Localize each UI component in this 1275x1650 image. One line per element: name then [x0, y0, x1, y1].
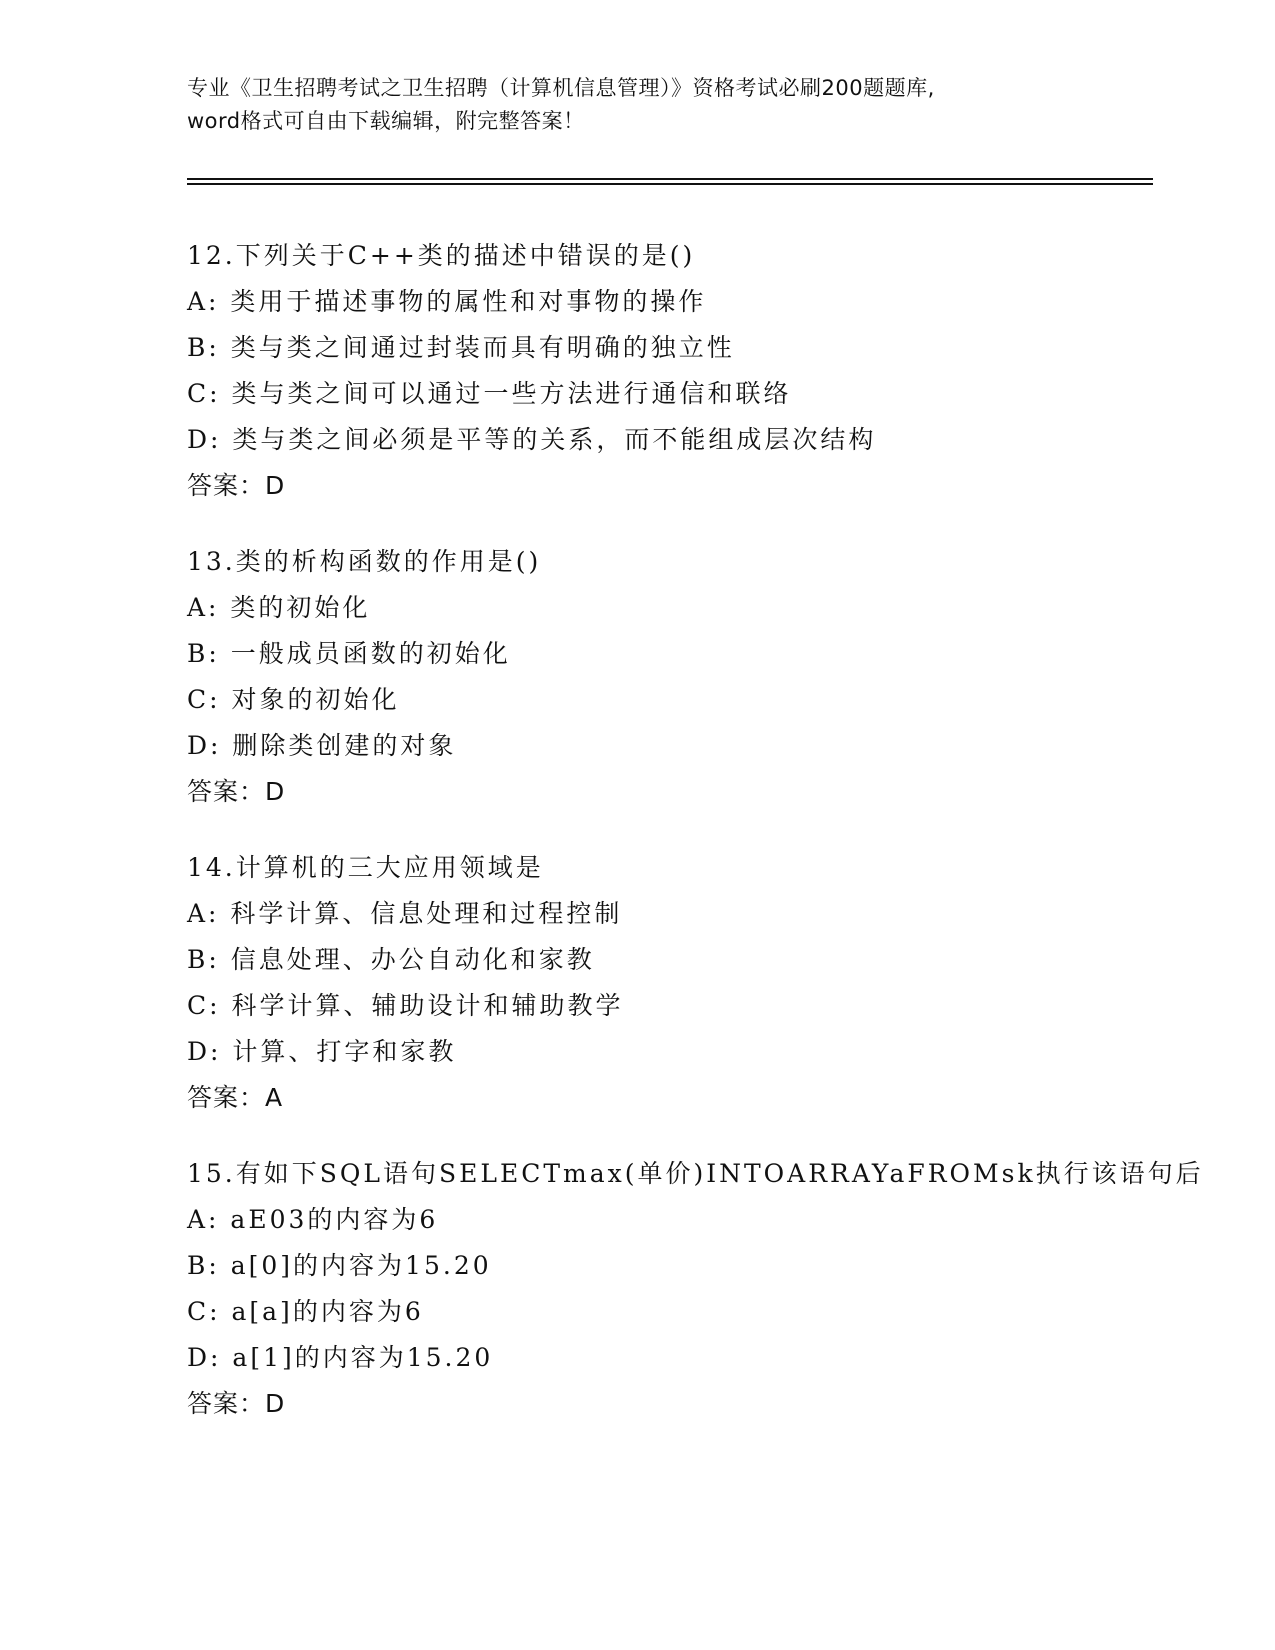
- option-c: C: a[a]的内容为6: [187, 1297, 424, 1326]
- option-b: B: a[0]的内容为15.20: [187, 1251, 492, 1280]
- answer-label: 答案：D: [187, 471, 286, 500]
- option-a: A: 类用于描述事物的属性和对事物的操作: [187, 287, 707, 316]
- option-d: D: 删除类创建的对象: [187, 731, 457, 760]
- option-d: D: 类与类之间必须是平等的关系，而不能组成层次结构: [187, 425, 877, 454]
- option-b: B: 信息处理、办公自动化和家教: [187, 945, 595, 974]
- header-divider-top: [187, 178, 1153, 180]
- header-line-2: word格式可自由下载编辑，附完整答案！: [187, 109, 585, 133]
- question-13: [187, 539, 1167, 815]
- answer-label: 答案：D: [187, 777, 286, 806]
- answer-label: 答案：A: [187, 1083, 284, 1112]
- question-stem: 13.类的析构函数的作用是(): [187, 547, 542, 576]
- option-d: D: 计算、打字和家教: [187, 1037, 457, 1066]
- question-list: [187, 233, 1204, 1457]
- question-12: [187, 233, 1167, 509]
- option-d: D: a[1]的内容为15.20: [187, 1343, 494, 1372]
- document-header: [187, 72, 1087, 138]
- question-stem: 15.有如下SQL语句SELECTmax(单价)INTOARRAYaFROMsk执行该语句后: [187, 1159, 1204, 1188]
- option-a: A: aE03的内容为6: [187, 1205, 439, 1234]
- option-a: A: 科学计算、信息处理和过程控制: [187, 899, 623, 928]
- question-14: [187, 845, 1167, 1121]
- question-stem: 12.下列关于C++类的描述中错误的是(): [187, 241, 696, 270]
- option-b: B: 一般成员函数的初始化: [187, 639, 511, 668]
- header-divider-bottom: [187, 183, 1153, 185]
- option-c: C: 科学计算、辅助设计和辅助教学: [187, 991, 624, 1020]
- option-b: B: 类与类之间通过封装而具有明确的独立性: [187, 333, 735, 362]
- question-stem: 14.计算机的三大应用领域是: [187, 853, 544, 882]
- option-c: C: 对象的初始化: [187, 685, 400, 714]
- option-a: A: 类的初始化: [187, 593, 371, 622]
- header-line-1: 专业《卫生招聘考试之卫生招聘（计算机信息管理）》资格考试必刷200题题库,: [187, 76, 935, 100]
- option-c: C: 类与类之间可以通过一些方法进行通信和联络: [187, 379, 792, 408]
- question-15: [187, 1151, 1204, 1427]
- answer-label: 答案：D: [187, 1389, 286, 1418]
